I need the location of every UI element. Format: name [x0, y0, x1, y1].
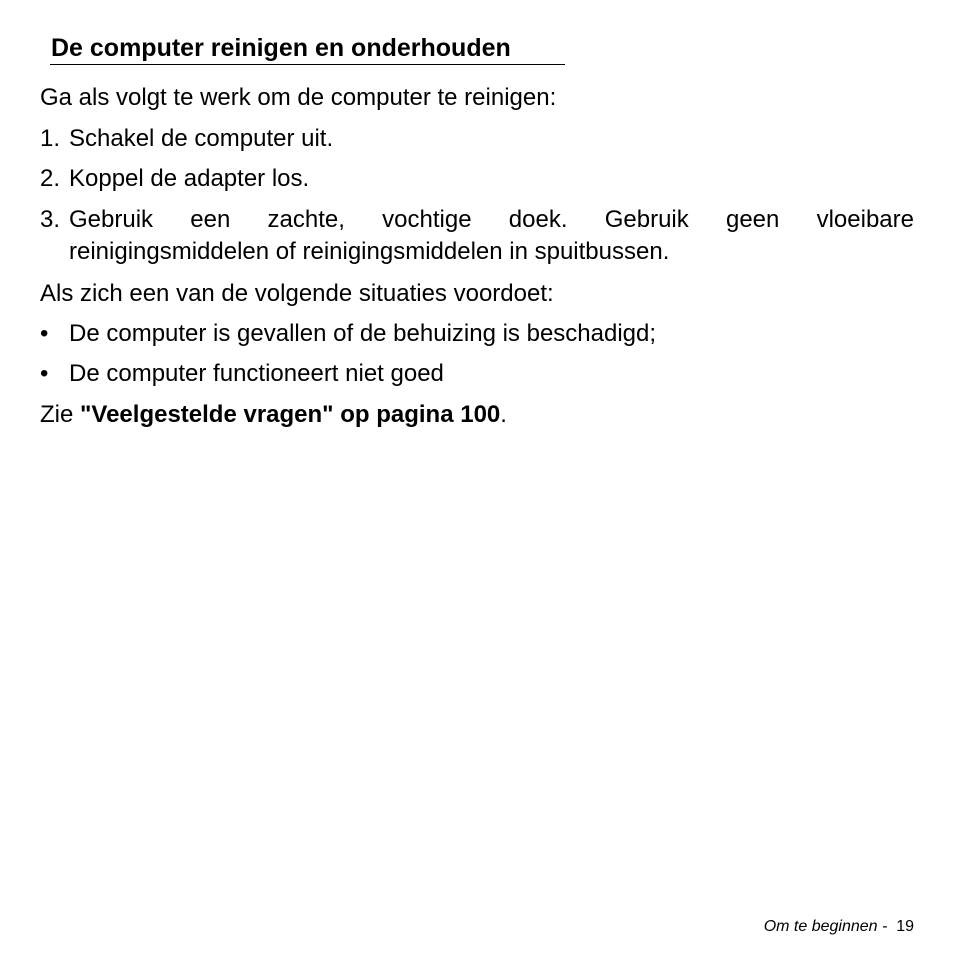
- situations-intro: Als zich een van de volgende situaties voordoet:: [40, 280, 554, 307]
- see-also-paragraph: [40, 399, 914, 431]
- step-number: 1.: [40, 125, 61, 152]
- bullet-text: De computer functioneert niet goed: [69, 360, 444, 387]
- cross-reference-link[interactable]: "Veelgestelde vragen" op pagina 100: [80, 401, 501, 428]
- step-number: 2.: [40, 165, 61, 192]
- heading-underline: [50, 64, 565, 65]
- bullet-marker: •: [40, 320, 49, 347]
- see-also-suffix: .: [500, 401, 507, 428]
- page-footer: [764, 917, 914, 937]
- step-text-line-2: reinigingsmiddelen of reinigingsmiddelen in spuitbussen.: [69, 238, 670, 265]
- section-heading: De computer reinigen en onderhouden: [51, 34, 511, 62]
- step-text: Koppel de adapter los.: [69, 165, 310, 192]
- step-text-line-1: Gebruik een zachte, vochtige doek. Gebruik geen vloeibare: [69, 206, 914, 233]
- step-number: 3.: [40, 206, 61, 233]
- see-also-prefix: Zie: [40, 401, 81, 428]
- intro-paragraph: Ga als volgt te werk om de computer te reinigen:: [40, 84, 557, 111]
- step-text: Schakel de computer uit.: [69, 125, 334, 152]
- footer-section-title: Om te beginnen -: [763, 918, 888, 935]
- bullet-text: De computer is gevallen of de behuizing is beschadigd;: [69, 320, 657, 347]
- page-number: 19: [896, 918, 914, 935]
- bullet-marker: •: [40, 360, 49, 387]
